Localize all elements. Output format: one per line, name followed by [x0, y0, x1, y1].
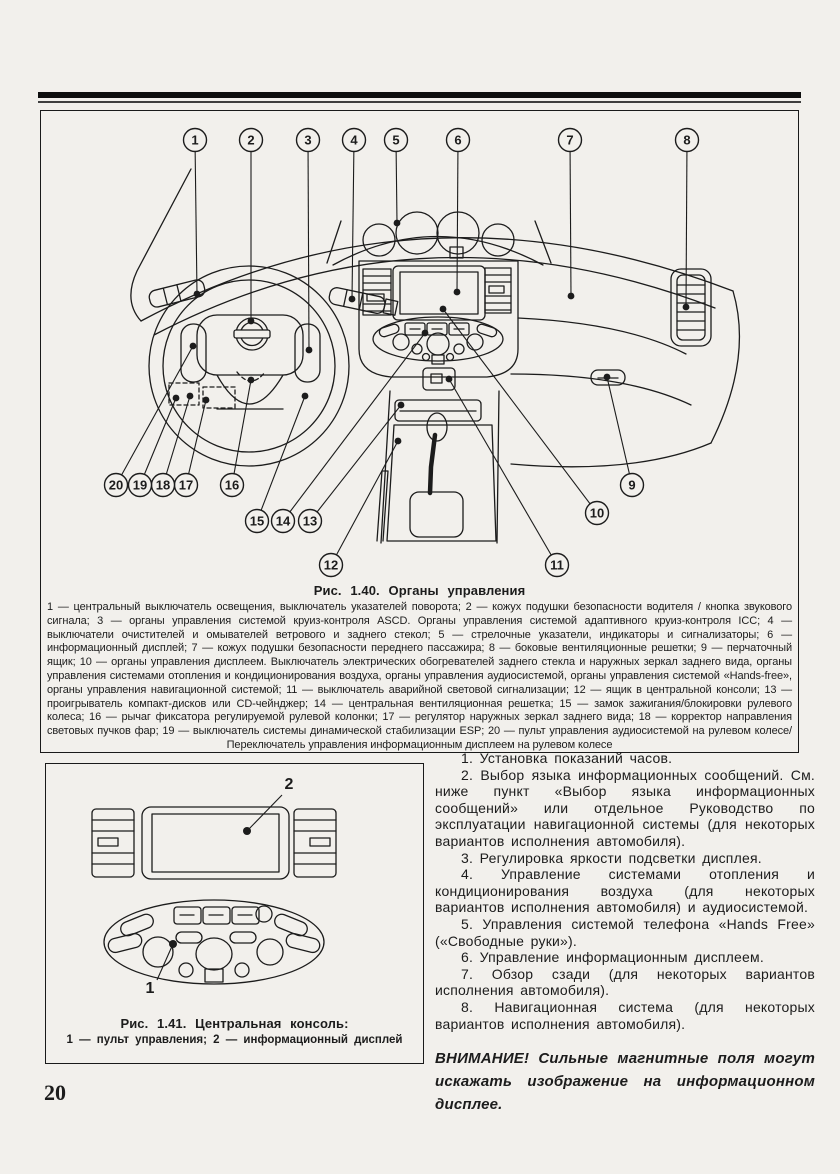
numbered-list	[435, 750, 815, 1032]
list-item: 6. Управление информационным дисплеем.	[461, 949, 764, 966]
list-item: 7. Обзор сзади (для некоторых вариантов исполнения автомобиля).	[435, 965, 815, 999]
svg-text:7: 7	[566, 132, 574, 148]
svg-text:9: 9	[628, 477, 636, 493]
callout-8	[676, 129, 699, 311]
svg-text:11: 11	[550, 557, 564, 573]
svg-text:15: 15	[249, 513, 265, 529]
callout-1	[184, 129, 207, 298]
svg-text:4: 4	[350, 132, 358, 148]
page-number: 20	[44, 1080, 66, 1105]
svg-text:19: 19	[132, 477, 148, 493]
svg-text:18: 18	[155, 477, 171, 493]
fig140-caption: Рис. 1.40. Органы управления	[313, 583, 526, 598]
figure-1-40-box	[40, 110, 799, 753]
fig141-legend: 1 — пульт управления; 2 — информационный дисплей	[66, 1034, 403, 1046]
warning-text: ВНИМАНИЕ! Сильные магнитные поля могут искажать изображение на информационном дисплее.	[435, 1050, 815, 1114]
dashboard-controls-diagram	[41, 111, 794, 583]
callout-17	[175, 397, 210, 497]
central-console-diagram	[46, 764, 419, 1014]
callout-4	[343, 129, 366, 303]
svg-text:3: 3	[304, 132, 312, 148]
svg-text:20: 20	[108, 477, 124, 493]
callout-7	[559, 129, 582, 300]
svg-text:1: 1	[145, 980, 155, 997]
svg-text:17: 17	[178, 477, 194, 493]
svg-text:10: 10	[589, 505, 605, 521]
callout-11	[446, 376, 569, 577]
list-item: 4. Управление системами отопления и кондиционирования воздуха (для некоторых вариантов исполнения автомобиля) и аудиосистемой.	[435, 866, 815, 916]
svg-text:2: 2	[247, 132, 255, 148]
svg-text:16: 16	[224, 477, 240, 493]
svg-text:6: 6	[454, 132, 462, 148]
right-column	[435, 750, 815, 1116]
callout-5	[385, 129, 408, 227]
svg-text:14: 14	[275, 513, 291, 529]
list-item: 3. Регулировка яркости подсветки дисплея.	[461, 849, 762, 866]
fig140-legend: 1 — центральный выключатель освещения, выключатель указателей поворота; 2 — кожух подушки безопасности водителя / кнопка звукового сигнала; 3 — органы управления системой круиз-контроля ASCD. Органы управления системой адаптивного круиз-контроля ICC; 4 — выключатели очистителей и омывателей ветрового и заднего стекол; 5 — стрелочные указатели, индикаторы и сигнализаторы; 6 — информационный дисплей; 7 — кожух подушки безопасности переднего пассажира; 8 — боковые вентиляционные решетки; 9 — перчаточный ящик; 10 — органы управления дисплеем. Выключатель электрических обогревателей заднего стекла и наружных зеркал заднего вида, органы управления системами отопления и кондиционирования воздуха, органы управления аудиосистемой, органы управления системой «Hands-free», органы управления навигационной системой; 11 — выключатель аварийной световой сигнализации; 12 — ящик в центральной консоли; 13 — проигрыватель компакт-дисков или CD-чейнджер; 14 — центральная вентиляционная решетка; 15 — замок зажигания/блокировки рулевого колеса; 16 — рычаг фиксатора регулируемой рулевой колонки; 17 — регулятор наружных зеркал заднего вида; 18 — корректор направления световых пучков фар; 19 — выключатель системы динамической стабилизации ESP; 20 — пульт управления аудиосистемой на рулевом колесе/ Переключатель управления информационным дисплеем на рулевом колесе	[47, 601, 792, 751]
callout-9	[604, 374, 644, 497]
svg-text:8: 8	[683, 132, 691, 148]
list-item: 5. Управления системой телефона «Hands Free» («Свободные руки»).	[435, 915, 815, 949]
svg-text:2: 2	[284, 776, 294, 793]
list-item: 2. Выбор языка информационных сообщений. См. ниже пункт «Выбор языка информационных сообщений» или отдельное Руководство по эксплуатации навигационной системы (для некоторых вариантов исполнения автомобиля).	[435, 766, 815, 849]
header-rule	[38, 92, 801, 103]
list-item: 1. Установка показаний часов.	[461, 750, 673, 766]
fig140-callouts	[105, 129, 699, 577]
svg-text:12: 12	[323, 557, 339, 573]
callout-10	[440, 306, 609, 525]
svg-text:1: 1	[191, 132, 199, 148]
figure-1-41-box	[45, 763, 424, 1064]
callout-6	[447, 129, 470, 296]
svg-text:13: 13	[302, 513, 318, 529]
console-drawing	[92, 807, 336, 984]
callout-2	[243, 776, 294, 835]
callout-3	[297, 129, 320, 354]
svg-text:5: 5	[392, 132, 400, 148]
fig141-caption: Рис. 1.41. Центральная консоль:	[120, 1016, 349, 1031]
list-item: 8. Навигационная система (для некоторых вариантов исполнения автомобиля).	[435, 998, 815, 1032]
callout-16	[221, 377, 255, 497]
